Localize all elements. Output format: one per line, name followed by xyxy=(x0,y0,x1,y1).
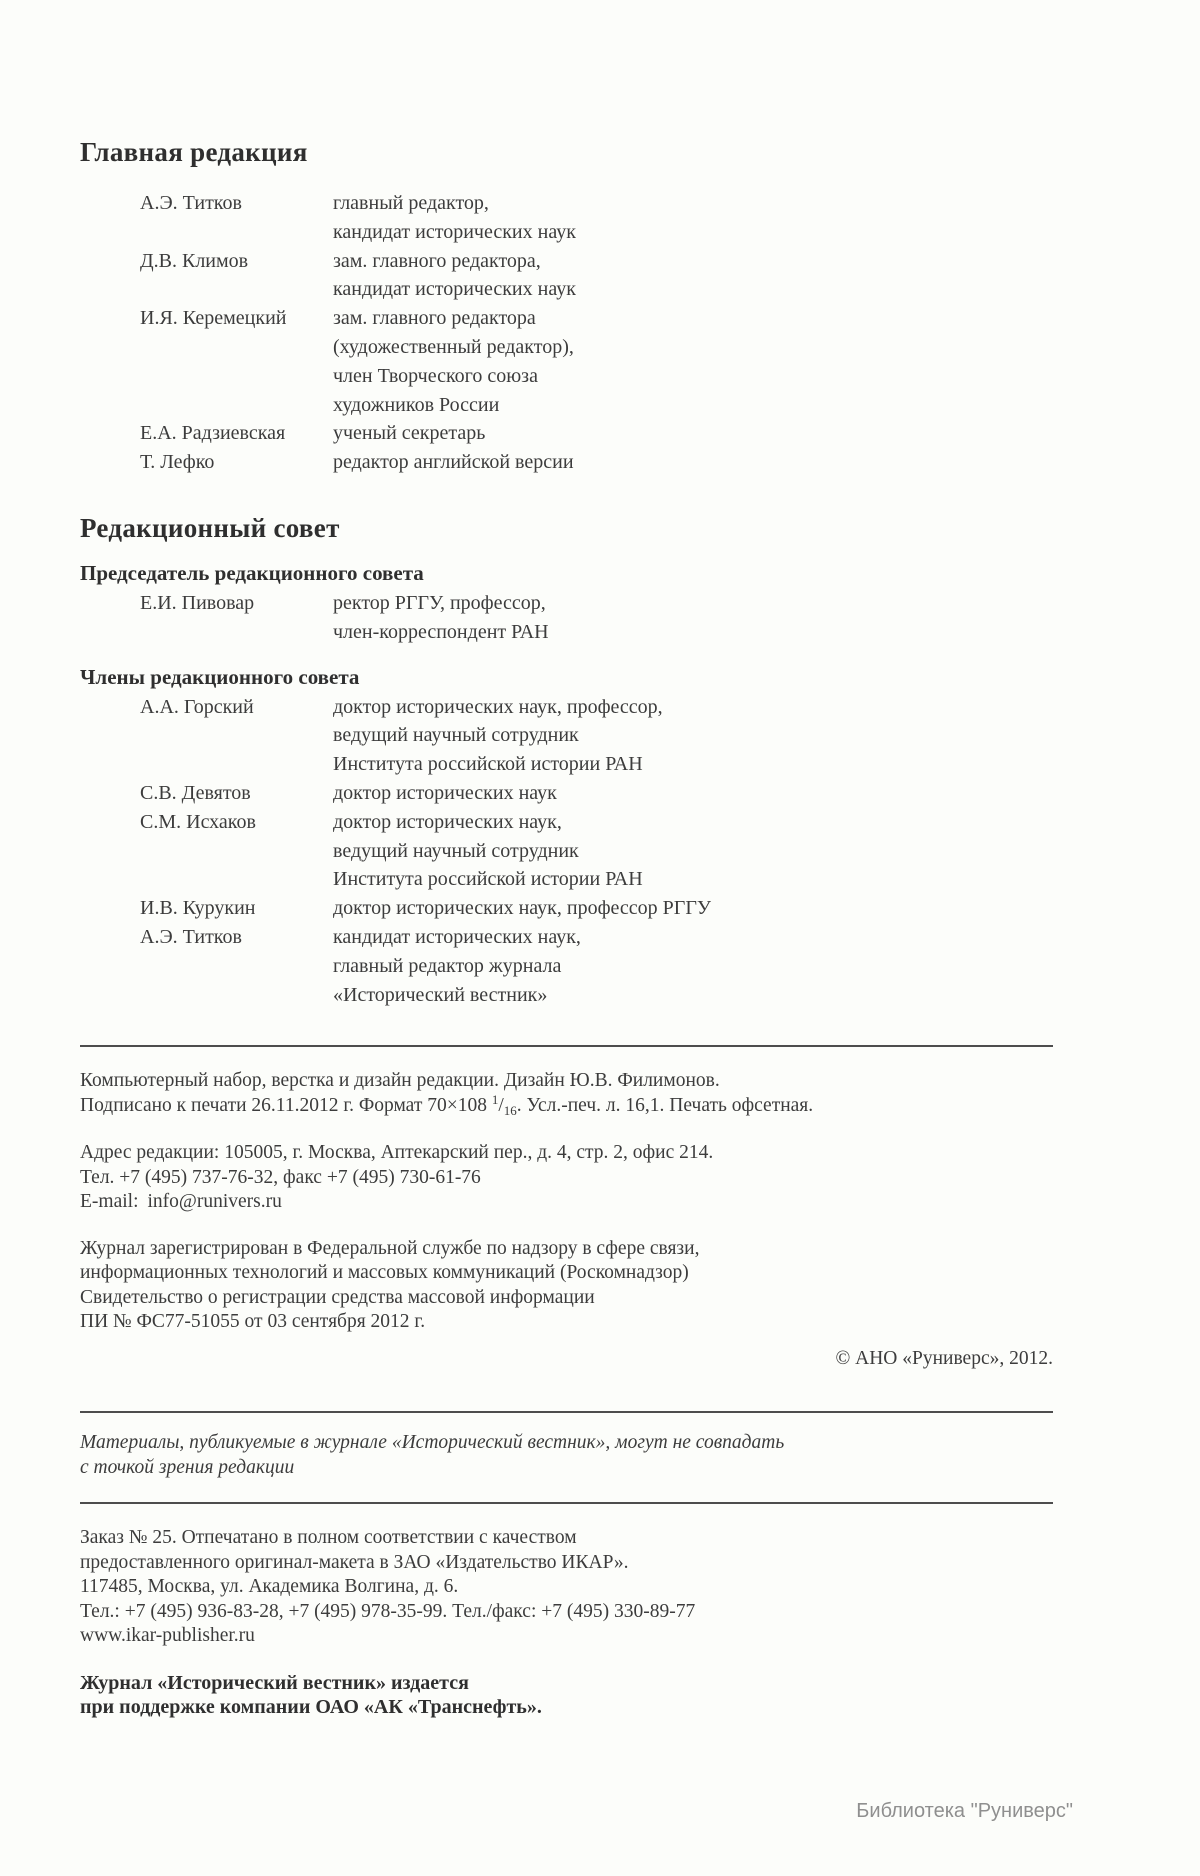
council-member-role-line: Института российской истории РАН xyxy=(333,868,643,891)
registration-line: Свидетельство о регистрации средства массовой информации xyxy=(80,1286,595,1308)
council-member-row xyxy=(140,693,1053,779)
copyright-line: © АНО «Руниверс», 2012. xyxy=(835,1347,1053,1369)
registration-line: Журнал зарегистрирован в Федеральной службе по надзору в сфере связи, xyxy=(80,1237,700,1259)
format-fraction-numerator: 1 xyxy=(491,1091,499,1107)
editor-name: Д.В. Климов xyxy=(140,249,249,272)
page-content xyxy=(80,0,1053,1720)
editorial-council-heading: Редакционный совет xyxy=(80,512,340,543)
main-editorial-list xyxy=(140,189,1053,477)
chairman-role-line: член-корреспондент РАН xyxy=(333,620,549,643)
support-paragraph xyxy=(80,1671,1053,1720)
printing-paragraph xyxy=(80,1526,1053,1649)
council-member-name: И.В. Курукин xyxy=(140,897,256,920)
council-members-heading: Члены редакционного совета xyxy=(80,664,360,689)
production-line: Компьютерный набор, верстка и дизайн редакции. Дизайн Ю.В. Филимонов. xyxy=(80,1070,720,1092)
editor-row xyxy=(140,448,1053,477)
chairman-row xyxy=(140,589,1053,647)
council-member-row xyxy=(140,894,1053,923)
divider-middle xyxy=(80,1411,1053,1413)
council-member-role-line: доктор исторических наук, профессор, xyxy=(333,695,663,718)
format-fraction-slash: / xyxy=(498,1094,504,1116)
council-member-name: С.В. Девятов xyxy=(140,781,251,804)
email-line xyxy=(80,1190,1053,1215)
council-member-name: С.М. Исхаков xyxy=(140,810,256,833)
editor-role-line: зам. главного редактора, xyxy=(333,249,541,272)
production-line-format xyxy=(80,1091,1053,1120)
format-text-before: Подписано к печати 26.11.2012 г. Формат 70×108 xyxy=(80,1094,492,1116)
editor-role-line: зам. главного редактора xyxy=(333,307,536,330)
editor-roles xyxy=(333,247,1053,305)
editor-row xyxy=(140,419,1053,448)
editor-roles xyxy=(333,419,1053,448)
editor-name: И.Я. Керемецкий xyxy=(140,307,287,330)
editor-role-line: главный редактор, xyxy=(333,192,489,214)
editor-row xyxy=(140,304,1053,419)
disclaimer-line: Материалы, публикуемые в журнале «Исторический вестник», могут не совпадать xyxy=(80,1432,785,1454)
printer-website: www.ikar-publisher.ru xyxy=(80,1625,255,1647)
council-member-role-line: ведущий научный сотрудник xyxy=(333,839,579,862)
editor-roles xyxy=(333,448,1053,477)
editor-role-line: художников России xyxy=(333,393,500,416)
address-line: Адрес редакции: 105005, г. Москва, Аптекарский пер., д. 4, стр. 2, офис 214. xyxy=(80,1142,714,1164)
council-member-row xyxy=(140,808,1053,894)
council-member-role-line: ведущий научный сотрудник xyxy=(333,724,579,747)
council-members-list xyxy=(140,693,1053,1010)
disclaimer-line: с точкой зрения редакции xyxy=(80,1456,295,1478)
editor-row xyxy=(140,247,1053,305)
main-editorial-heading: Главная редакция xyxy=(80,137,308,167)
editor-name: Т. Лефко xyxy=(140,451,215,474)
editor-row xyxy=(140,189,1053,247)
council-chairman-heading: Председатель редакционного совета xyxy=(80,560,424,585)
council-member-role-line: доктор исторических наук, xyxy=(333,810,562,833)
council-member-row xyxy=(140,779,1053,808)
editor-roles xyxy=(333,189,1053,247)
disclaimer-paragraph xyxy=(80,1431,1053,1480)
editor-role-line: ученый секретарь xyxy=(333,422,486,445)
council-member-name: А.А. Горский xyxy=(140,695,254,718)
printing-line: 117485, Москва, ул. Академика Волгина, д. 6. xyxy=(80,1576,459,1598)
council-member-role-line: главный редактор журнала xyxy=(333,954,562,977)
council-member-role-line: «Исторический вестник» xyxy=(333,983,548,1006)
printing-line: Тел.: +7 (495) 936-83-28, +7 (495) 978-35-99. Тел./факс: +7 (495) 330-89-77 xyxy=(80,1600,696,1622)
divider-bottom xyxy=(80,1502,1053,1504)
divider-top xyxy=(80,1045,1053,1047)
phone-line: Тел. +7 (495) 737-76-32, факс +7 (495) 730-61-76 xyxy=(80,1166,481,1188)
council-member-role-line: доктор исторических наук xyxy=(333,781,557,804)
address-paragraph xyxy=(80,1141,1053,1215)
editor-role-line: редактор английской версии xyxy=(333,451,574,474)
council-member-roles xyxy=(333,693,1053,779)
chairman-roles xyxy=(333,589,1053,647)
editor-name: А.Э. Титков xyxy=(140,192,242,214)
editor-name: Е.А. Радзиевская xyxy=(140,422,286,445)
council-member-row xyxy=(140,923,1053,1009)
council-member-roles xyxy=(333,779,1053,808)
printing-line: предоставленного оригинал-макета в ЗАО «Издательство ИКАР». xyxy=(80,1551,629,1573)
production-paragraph xyxy=(80,1069,1053,1119)
council-member-role-line: кандидат исторических наук, xyxy=(333,925,581,948)
editor-role-line: кандидат исторических наук xyxy=(333,220,576,243)
council-member-role-line: Института российской истории РАН xyxy=(333,753,643,776)
editor-roles xyxy=(333,304,1053,419)
chairman-name: Е.И. Пивовар xyxy=(140,591,255,614)
council-member-role-line: доктор исторических наук, профессор РГГУ xyxy=(333,897,712,920)
runivers-library-watermark: Библиотека "Руниверс" xyxy=(856,1800,1073,1822)
editor-role-line: (художественный редактор), xyxy=(333,335,574,358)
format-fraction-denominator: 16 xyxy=(503,1102,517,1118)
registration-paragraph xyxy=(80,1237,1053,1335)
council-chairman-list xyxy=(140,589,1053,647)
email-address: info@runivers.ru xyxy=(147,1191,282,1213)
council-member-name: А.Э. Титков xyxy=(140,925,242,948)
registration-line: ПИ № ФС77-51055 от 03 сентября 2012 г. xyxy=(80,1311,426,1333)
council-member-roles xyxy=(333,894,1053,923)
printing-line: Заказ № 25. Отпечатано в полном соответствии с качеством xyxy=(80,1527,577,1549)
format-text-after: . Усл.-печ. л. 16,1. Печать офсетная. xyxy=(516,1094,814,1116)
support-line: Журнал «Исторический вестник» издается xyxy=(80,1671,469,1694)
editor-role-line: член Творческого союза xyxy=(333,364,538,387)
council-member-roles xyxy=(333,923,1053,1009)
email-label: E-mail: xyxy=(80,1191,139,1213)
editor-role-line: кандидат исторических наук xyxy=(333,278,576,301)
council-member-roles xyxy=(333,808,1053,894)
support-line: при поддержке компании ОАО «АК «Транснефть». xyxy=(80,1696,542,1719)
chairman-role-line: ректор РГГУ, профессор, xyxy=(333,591,546,614)
registration-line: информационных технологий и массовых коммуникаций (Роскомнадзор) xyxy=(80,1262,689,1284)
